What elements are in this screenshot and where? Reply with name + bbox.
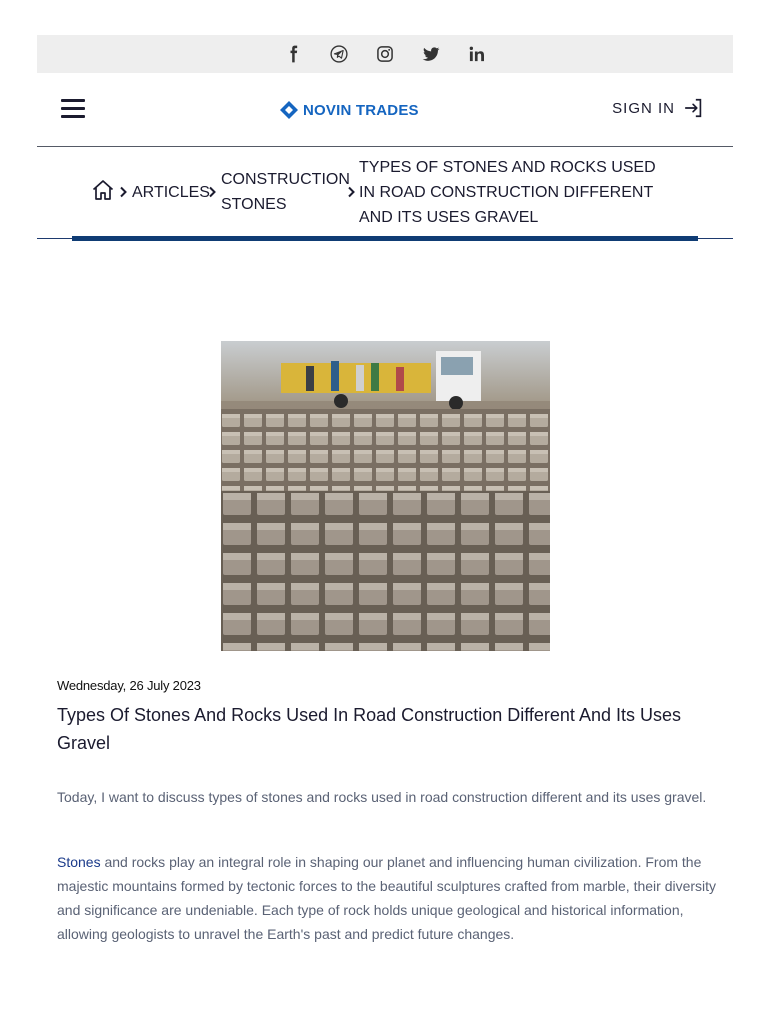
- article-title: Types Of Stones And Rocks Used In Road Construction Different And Its Uses Gravel: [57, 705, 681, 753]
- article-paragraph-text: and rocks play an integral role in shaping our planet and influencing human civilization. From the majestic mountains formed by tectonic forces to the beautiful sculptures crafted from marble, their diversity and significance are undeniable. Each type of rock holds unique geological and historical information, allowing geologists to unravel the Earth's past and predict future changes.: [57, 854, 717, 942]
- logo-diamond-icon: [279, 100, 299, 120]
- facebook-icon[interactable]: [281, 42, 305, 66]
- hamburger-icon-line: [61, 115, 85, 118]
- breadcrumb-item-construction-stones[interactable]: CONSTRUCTION STONES: [221, 171, 350, 213]
- telegram-icon[interactable]: [327, 42, 351, 66]
- home-icon[interactable]: [91, 178, 115, 202]
- article-hero-image: [221, 341, 550, 651]
- article-paragraph: [57, 850, 717, 946]
- sign-in-label: SIGN IN: [612, 99, 675, 117]
- article-date: Wednesday, 26 July 2023: [57, 678, 201, 693]
- twitter-icon[interactable]: [419, 42, 443, 66]
- sign-in-icon: [683, 97, 705, 119]
- site-header: [37, 73, 733, 147]
- hamburger-icon-line: [61, 99, 85, 102]
- menu-button[interactable]: [61, 99, 85, 119]
- breadcrumb: [37, 147, 733, 239]
- linkedin-icon[interactable]: [465, 42, 489, 66]
- chevron-right-icon: [118, 186, 128, 198]
- sign-in-button[interactable]: [612, 97, 705, 119]
- hamburger-icon-line: [61, 107, 85, 110]
- breadcrumb-item-current: TYPES OF STONES AND ROCKS USED IN ROAD CONSTRUCTION DIFFERENT AND ITS USES GRAVEL: [359, 159, 656, 226]
- chevron-right-icon: [207, 186, 217, 198]
- site-logo[interactable]: [279, 99, 419, 121]
- logo-text: NOVIN TRADES: [303, 101, 419, 119]
- chevron-right-icon: [346, 186, 356, 198]
- breadcrumb-underline: [72, 236, 698, 241]
- breadcrumb-item-articles[interactable]: ARTICLES: [132, 184, 210, 201]
- article-intro: Today, I want to discuss types of stones and rocks used in road construction different and its uses gravel.: [57, 789, 707, 805]
- social-bar: [37, 35, 733, 73]
- instagram-icon[interactable]: [373, 42, 397, 66]
- stones-link[interactable]: Stones: [57, 854, 101, 870]
